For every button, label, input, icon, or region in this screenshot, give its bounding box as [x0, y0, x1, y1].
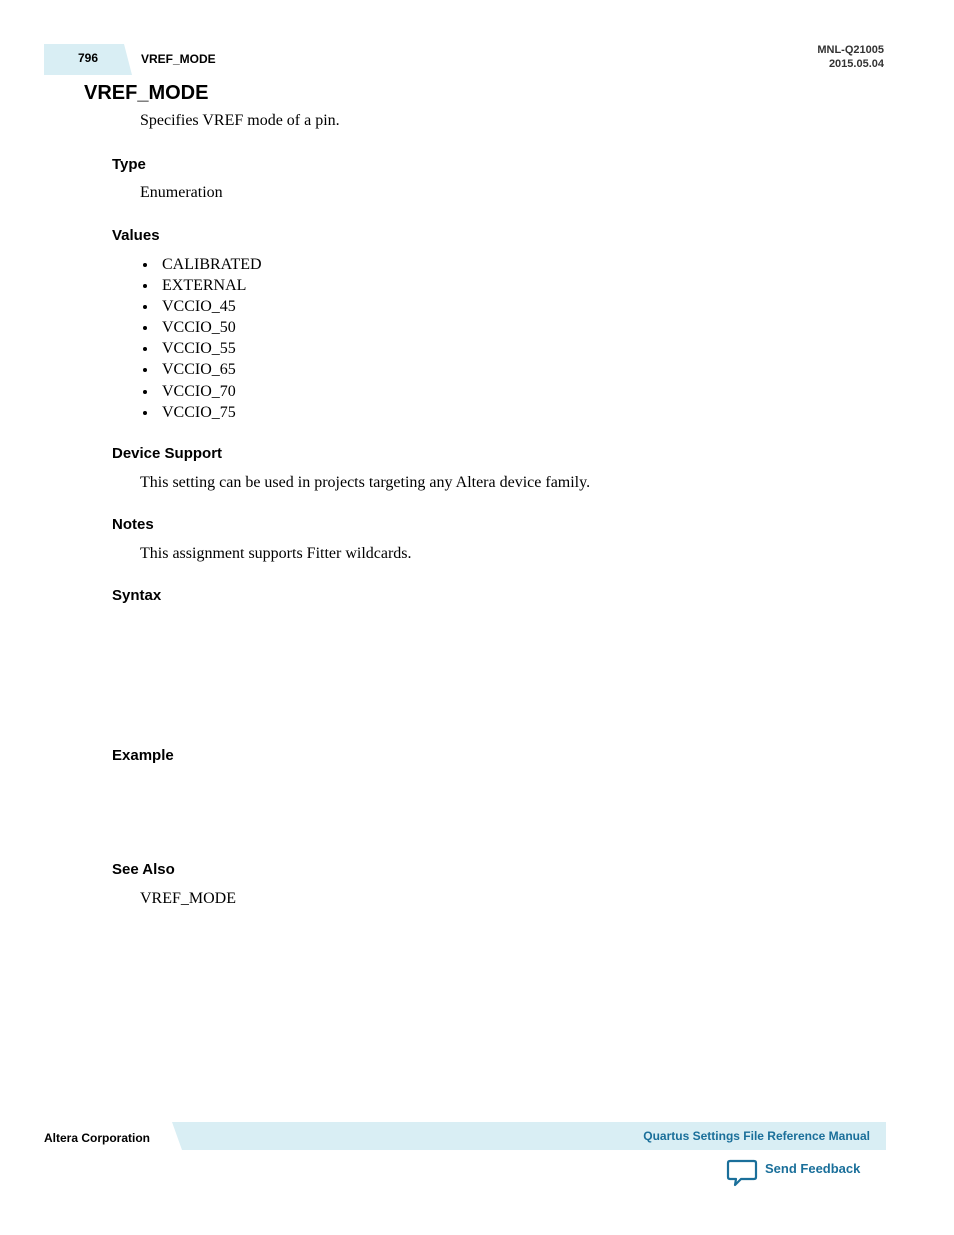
list-item: VCCIO_65	[140, 359, 262, 380]
send-feedback-button[interactable]	[726, 1158, 860, 1188]
type-heading: Type	[112, 156, 146, 173]
example-heading: Example	[112, 747, 174, 764]
values-list	[140, 254, 262, 423]
document-id: MNL-Q21005	[817, 44, 884, 56]
description: Specifies VREF mode of a pin.	[140, 112, 340, 129]
list-item: EXTERNAL	[140, 275, 262, 296]
values-heading: Values	[112, 227, 160, 244]
notes-heading: Notes	[112, 516, 154, 533]
device-support-heading: Device Support	[112, 445, 223, 462]
list-item: VCCIO_70	[140, 381, 262, 402]
speech-bubble-icon	[726, 1158, 758, 1188]
send-feedback-label: Send Feedback	[765, 1161, 861, 1176]
list-item: VCCIO_75	[140, 402, 262, 423]
see-also-link[interactable]: VREF_MODE	[140, 890, 237, 907]
type-value: Enumeration	[140, 184, 223, 201]
list-item: CALIBRATED	[140, 254, 262, 275]
notes-text: This assignment supports Fitter wildcards.	[140, 545, 412, 562]
page-title: VREF_MODE	[84, 82, 209, 104]
company-name: Altera Corporation	[44, 1131, 151, 1145]
manual-title: Quartus Settings File Reference Manual	[643, 1129, 870, 1143]
see-also-heading: See Also	[112, 861, 175, 878]
list-item: VCCIO_50	[140, 317, 262, 338]
syntax-heading: Syntax	[112, 587, 162, 604]
device-support-text: This setting can be used in projects targeting any Altera device family.	[140, 474, 591, 491]
running-title: VREF_MODE	[141, 52, 216, 66]
page-number: 796	[77, 51, 99, 65]
document-date: 2015.05.04	[828, 58, 884, 70]
list-item: VCCIO_55	[140, 338, 262, 359]
list-item: VCCIO_45	[140, 296, 262, 317]
document-info	[817, 43, 884, 71]
